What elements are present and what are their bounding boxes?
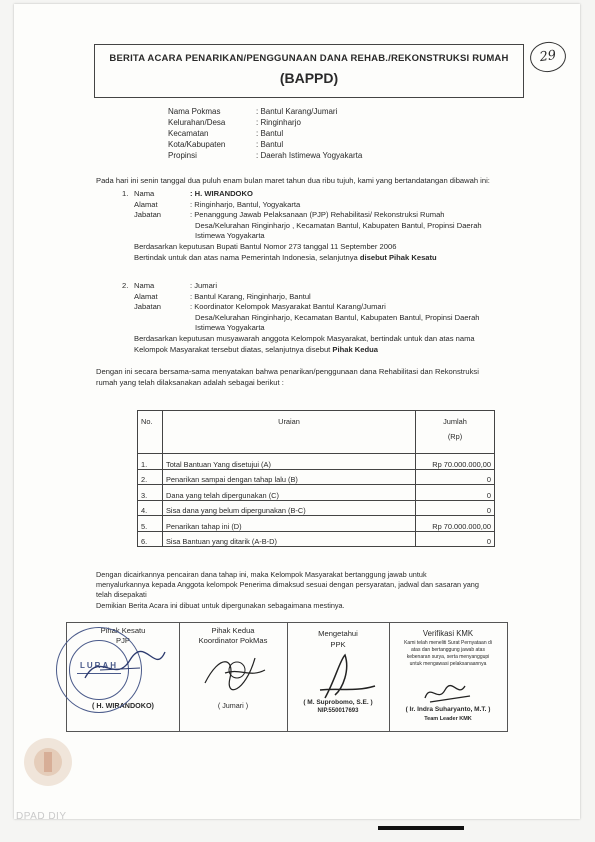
party2-position-cont: Desa/Kelurahan Ringinharjo, Kecamatan Bantul, Kabupaten Bantul, Propinsi Daerah bbox=[195, 312, 480, 322]
signature-kmk-icon bbox=[420, 678, 480, 708]
party1-position-cont2: Istimewa Yogyakarta bbox=[195, 231, 265, 240]
row-uraian: Total Bantuan Yang disetujui (A) bbox=[163, 454, 416, 470]
row-uraian: Sisa Bantuan yang ditarik (A-B-D) bbox=[163, 531, 416, 547]
info-value: : Bantul Karang/Jumari bbox=[256, 107, 338, 116]
party2-position-cont2: Istimewa Yogyakarta bbox=[195, 323, 265, 332]
sig-note: kebenaran surya, serta menyanggupi bbox=[406, 654, 490, 660]
sig-note: Kami telah meneliti Surat Pernyataan di bbox=[404, 640, 492, 646]
party1-role: disebut Pihak Kesatu bbox=[359, 253, 437, 262]
row-jumlah: Rp 70.000.000,00 bbox=[416, 454, 495, 470]
party1-address: : Ringinharjo, Bantul, Yogyakarta bbox=[190, 199, 301, 209]
col-no: No. bbox=[138, 411, 163, 454]
sig-name: ( Ir. Indra Suharyanto, M.T. ) bbox=[405, 706, 491, 713]
info-label: Kecamatan bbox=[168, 129, 209, 138]
party1-acting bbox=[134, 253, 437, 264]
party2-address: : Bantul Karang, Ringinharjo, Bantul bbox=[190, 291, 311, 301]
party1-acting-text: Bertindak untuk dan atas nama Pemerintah Indonesia, selanjutnya bbox=[134, 253, 358, 262]
row-no: 6. bbox=[138, 531, 163, 547]
party2-number: 2. bbox=[122, 281, 129, 290]
signature-wirandoko-icon bbox=[80, 640, 170, 690]
party2-role: Pihak Kedua bbox=[332, 345, 378, 354]
signature-jumari-icon bbox=[195, 648, 275, 698]
party2-acting-text: Kelompok Masyarakat tersebut diatas, selanjutnya disebut bbox=[134, 345, 331, 354]
table-row bbox=[138, 485, 495, 501]
sig-name: ( M. Suprobomo, S.E. ) bbox=[303, 699, 373, 706]
sig-heading: Pihak Kedua bbox=[211, 626, 255, 635]
info-value: : Bantul bbox=[256, 129, 284, 138]
party2-position: : Koordinator Kelompok Masyarakat Bantul Karang/Jumari bbox=[190, 302, 386, 311]
stamp-inner-text: LURAH bbox=[80, 661, 118, 670]
party2-labels bbox=[134, 281, 161, 313]
sig-note: atas dan bertanggung jawab atas bbox=[411, 647, 485, 653]
row-no: 3. bbox=[138, 485, 163, 501]
info-values bbox=[256, 106, 362, 161]
party2-name: : Jumari bbox=[190, 281, 218, 290]
row-uraian: Penarikan sampai dengan tahap lalu (B) bbox=[163, 469, 416, 485]
closing-line4: Demikian Berita Acara ini dibuat untuk dipergunakan sebagaimana mestinya. bbox=[96, 601, 345, 610]
row-jumlah: 0 bbox=[416, 469, 495, 485]
party1-position: : Penanggung Jawab Pelaksanaan (PJP) Rehabilitasi/ Rekonstruksi Rumah bbox=[190, 210, 445, 219]
info-value: : Bantul bbox=[256, 140, 284, 149]
jabatan-label: Jabatan bbox=[134, 210, 162, 219]
funds-table bbox=[137, 410, 495, 547]
col-jumlah-unit: (Rp) bbox=[447, 432, 463, 441]
row-uraian: Sisa dana yang belum dipergunakan (B-C) bbox=[163, 500, 416, 516]
statement-line1: Dengan ini secara bersama-sama menyatakan bahwa penarikan/penggunaan dana Rehabilitasi dan Rekonstruksi bbox=[96, 367, 479, 376]
bottom-bar bbox=[378, 826, 464, 830]
party1-number: 1. bbox=[122, 189, 129, 198]
document-subtitle: (BAPPD) bbox=[279, 70, 339, 86]
info-value: : Daerah Istimewa Yogyakarta bbox=[256, 151, 363, 160]
info-label: Kota/Kabupaten bbox=[168, 140, 226, 149]
party1-position-cont: Desa/Kelurahan Ringinharjo , Kecamatan Bantul, Kabupaten Bantul, Propinsi Daerah bbox=[195, 220, 482, 230]
row-no: 5. bbox=[138, 516, 163, 532]
party1-name: : H. WIRANDOKO bbox=[190, 189, 253, 198]
col-jumlah bbox=[416, 411, 495, 454]
party2-values bbox=[190, 281, 480, 334]
alamat-label: Alamat bbox=[134, 291, 158, 301]
sig-nip: NIP.550017693 bbox=[317, 708, 359, 714]
row-jumlah: 0 bbox=[416, 531, 495, 547]
row-no: 2. bbox=[138, 469, 163, 485]
sig-name: ( Jumari ) bbox=[217, 701, 249, 710]
intro-text: Pada hari ini senin tanggal dua puluh enam bulan maret tahun dua ribu tujuh, kami yang bertandatangan dibawah ini: bbox=[96, 176, 490, 185]
info-labels bbox=[168, 106, 225, 161]
row-jumlah: 0 bbox=[416, 485, 495, 501]
nama-label: Nama bbox=[134, 189, 155, 198]
info-label: Propinsi bbox=[168, 151, 197, 160]
sig-name: ( H. WIRANDOKO) bbox=[92, 701, 154, 710]
closing-line3: telah disepakati bbox=[96, 590, 147, 599]
table-row bbox=[138, 531, 495, 547]
statement-line2: rumah yang telah dilaksanakan adalah sebagai berikut : bbox=[96, 378, 284, 387]
row-jumlah: Rp 70.000.000,00 bbox=[416, 516, 495, 532]
party1-basis: Berdasarkan keputusan Bupati Bantul Nomor 273 tanggal 11 September 2006 bbox=[134, 242, 397, 251]
sig-heading: Mengetahui bbox=[318, 629, 358, 638]
closing-line2: menyalurkannya kepada Anggota kelompok Penerima dimaksud sesuai dengan persyaratan, jadwal dan sasaran yang bbox=[96, 580, 479, 589]
table-row bbox=[138, 454, 495, 470]
info-label: Nama Pokmas bbox=[168, 107, 221, 116]
signature-ppk-icon bbox=[305, 650, 385, 705]
row-uraian: Penarikan tahap ini (D) bbox=[163, 516, 416, 532]
table-row bbox=[138, 500, 495, 516]
row-uraian: Dana yang telah dipergunakan (C) bbox=[163, 485, 416, 501]
sig-role: Koordinator PokMas bbox=[198, 636, 268, 645]
party1-values bbox=[190, 189, 482, 242]
row-no: 1. bbox=[138, 454, 163, 470]
party2-acting bbox=[134, 345, 378, 356]
table-row bbox=[138, 469, 495, 485]
nama-label: Nama bbox=[134, 281, 155, 290]
page-number: 29 bbox=[528, 40, 568, 75]
table-header-row bbox=[138, 411, 495, 454]
sig-role: PPK bbox=[330, 640, 346, 649]
sig-heading: Pihak Kesatu bbox=[100, 626, 146, 635]
sig-role: PJP bbox=[116, 636, 130, 645]
dpad-logo-icon bbox=[20, 730, 76, 800]
sig-heading: Verifikasi KMK bbox=[422, 629, 474, 638]
row-no: 4. bbox=[138, 500, 163, 516]
party1-labels bbox=[134, 189, 161, 221]
info-value: : Ringinharjo bbox=[256, 118, 301, 127]
jabatan-label: Jabatan bbox=[134, 302, 162, 311]
col-uraian: Uraian bbox=[163, 411, 416, 454]
table-row bbox=[138, 516, 495, 532]
alamat-label: Alamat bbox=[134, 199, 158, 209]
document-title: BERITA ACARA PENARIKAN/PENGGUNAAN DANA REHAB./REKONSTRUKSI RUMAH bbox=[109, 53, 509, 64]
title-box bbox=[94, 44, 524, 98]
row-jumlah: 0 bbox=[416, 500, 495, 516]
info-label: Kelurahan/Desa bbox=[168, 118, 226, 127]
signature-col-verifikasi bbox=[389, 623, 507, 731]
sig-note: untuk mengawasi pelaksanaannya bbox=[409, 661, 487, 667]
watermark-text: DPAD DIY bbox=[16, 811, 67, 822]
party2-basis: Berdasarkan keputusan musyawarah anggota Kelompok Masyarakat, bertindak untuk dan atas nama bbox=[134, 334, 475, 343]
col-jumlah-label: Jumlah bbox=[443, 417, 467, 426]
sig-role: Team Leader KMK bbox=[424, 716, 472, 722]
closing-line1: Dengan dicairkannya pencairan dana tahap ini, maka Kelompok Masyarakat bertanggung jawab untuk bbox=[96, 570, 427, 579]
